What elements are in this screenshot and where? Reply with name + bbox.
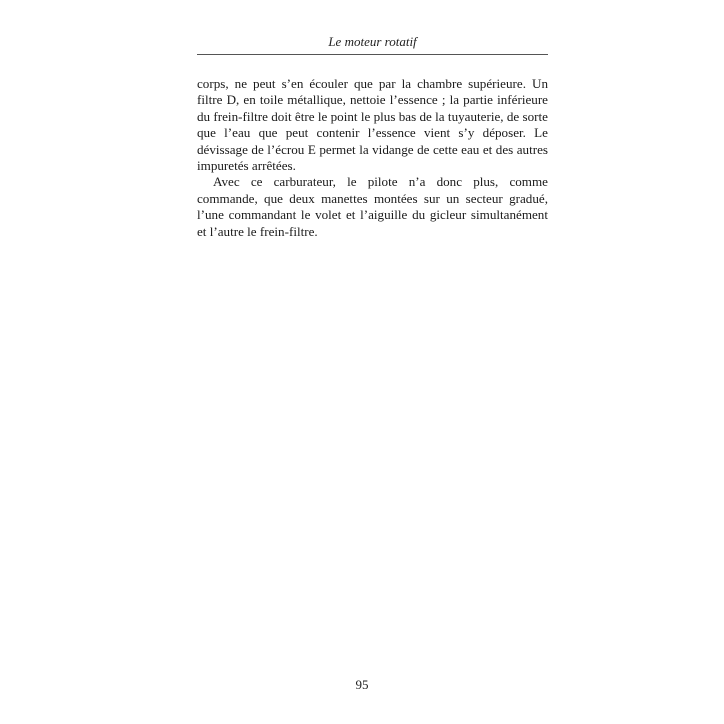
running-head: Le moteur rotatif: [328, 34, 417, 49]
header-rule: [197, 54, 548, 55]
body-text: [197, 76, 548, 240]
page-number: 95: [355, 677, 369, 692]
paragraph-continued: corps, ne peut s’en écouler que par la chambre supérieure. Un filtre D, en toile métallique, nettoie l’essence ; la partie inférieure du frein-filtre doit être le point le plus bas de la tuyauterie, de sorte que l’eau que peut contenir l’essence vient s’y déposer. Le dévissage de l’écrou E permet la vidange de cette eau et des autres impuretés arrêtées.: [197, 76, 548, 174]
paragraph: Avec ce carburateur, le pilote n’a donc plus, comme commande, que deux manettes montées sur un secteur gradué, l’une commandant le volet et l’aiguille du gicleur simultanément et l’autre le frein-filtre.: [197, 174, 548, 239]
